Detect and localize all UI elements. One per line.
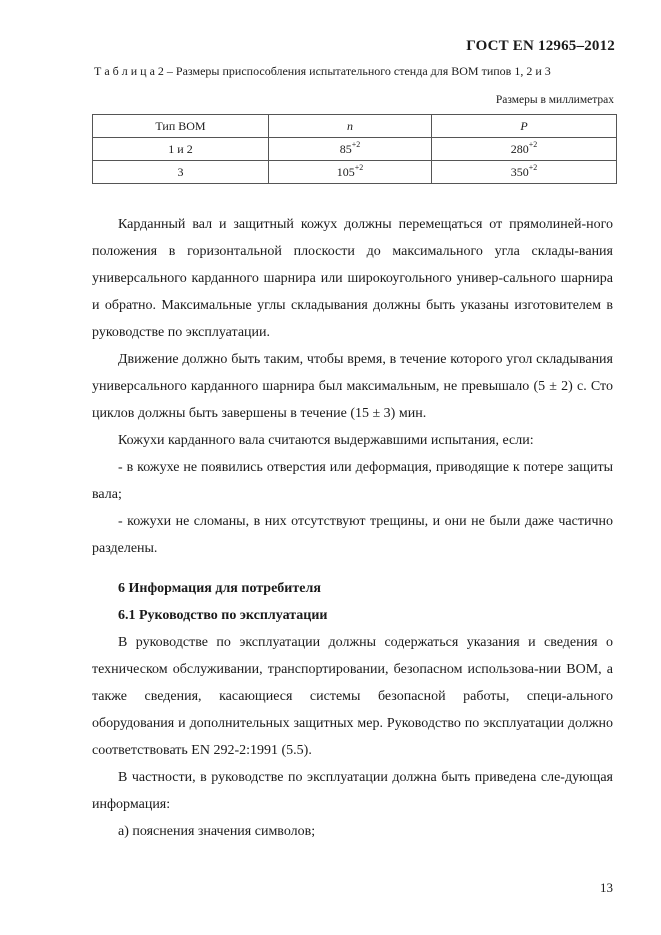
- paragraph: В частности, в руководстве по эксплуатации должна быть приведена сле-дующая информация:: [92, 770, 613, 812]
- page-number: 13: [600, 880, 613, 895]
- tolerance: +2: [528, 139, 538, 149]
- list-item: - кожухи не сломаны, в них отсутствуют трещины, и они не были даже частично разделены.: [92, 514, 613, 556]
- tolerance: +2: [354, 162, 364, 172]
- table-row: [93, 161, 617, 184]
- cell-n: $105^{+2}$: [269, 161, 432, 184]
- section-heading: 6 Информация для потребителя: [118, 581, 321, 596]
- paragraph: В руководстве по эксплуатации должны содержаться указания и сведения о техническом обслуживании, транспортировании, безопасном использова-нии ВОМ, а также сведения, касающиеся системы безопасной работы, специ-ального оборудования и дополнительных защитных мер. Руководство по эксплуатации должно соответствовать EN 292-2:1991 (5.5).: [92, 635, 613, 758]
- body-text: [92, 211, 613, 845]
- cell-type: 3: [93, 161, 269, 184]
- cell-n: $85^{+2}$: [269, 138, 432, 161]
- table-header-row: [93, 115, 617, 138]
- list-item: а) пояснения значения символов;: [118, 824, 316, 839]
- document-header: ГОСТ EN 12965–2012: [466, 38, 615, 54]
- paragraph: Кожухи карданного вала считаются выдержавшими испытания, если:: [118, 433, 534, 448]
- table-row: [93, 138, 617, 161]
- list-item: - в кожухе не появились отверстия или деформация, приводящие к потере защиты вала;: [92, 460, 613, 502]
- column-header-p: P: [432, 115, 617, 138]
- cell-p: $350^{+2}$: [432, 161, 617, 184]
- paragraph: Движение должно быть таким, чтобы время, в течение которого угол складывания универсального карданного шарнира был максимальным, не превышало (5 ± 2) с. Сто циклов должны быть завершены в течение (15 ± 3) мин.: [92, 352, 613, 421]
- cell-type: 1 и 2: [93, 138, 269, 161]
- column-header-type: Тип ВОМ: [93, 115, 269, 138]
- tolerance: +2: [351, 139, 361, 149]
- paragraph: Карданный вал и защитный кожух должны перемещаться от прямолиней-ного положения в горизонтальной плоскости до максимального угла склады-вания универсального карданного шарнира или широкоугольного универ-сального шарнира и обратно. Максимальные углы складывания должны быть указаны изготовителем в руководстве по эксплуатации.: [92, 217, 613, 340]
- table-units-note: Размеры в миллиметрах: [495, 94, 614, 106]
- dimensions-table: [92, 114, 617, 184]
- cell-p: $280^{+2}$: [432, 138, 617, 161]
- column-header-n: n: [269, 115, 432, 138]
- subsection-heading: 6.1 Руководство по эксплуатации: [118, 608, 328, 623]
- tolerance: +2: [528, 162, 538, 172]
- table-caption: Т а б л и ц а 2 – Размеры приспособления испытательного стенда для ВОМ типов 1, 2 и 3: [94, 64, 551, 78]
